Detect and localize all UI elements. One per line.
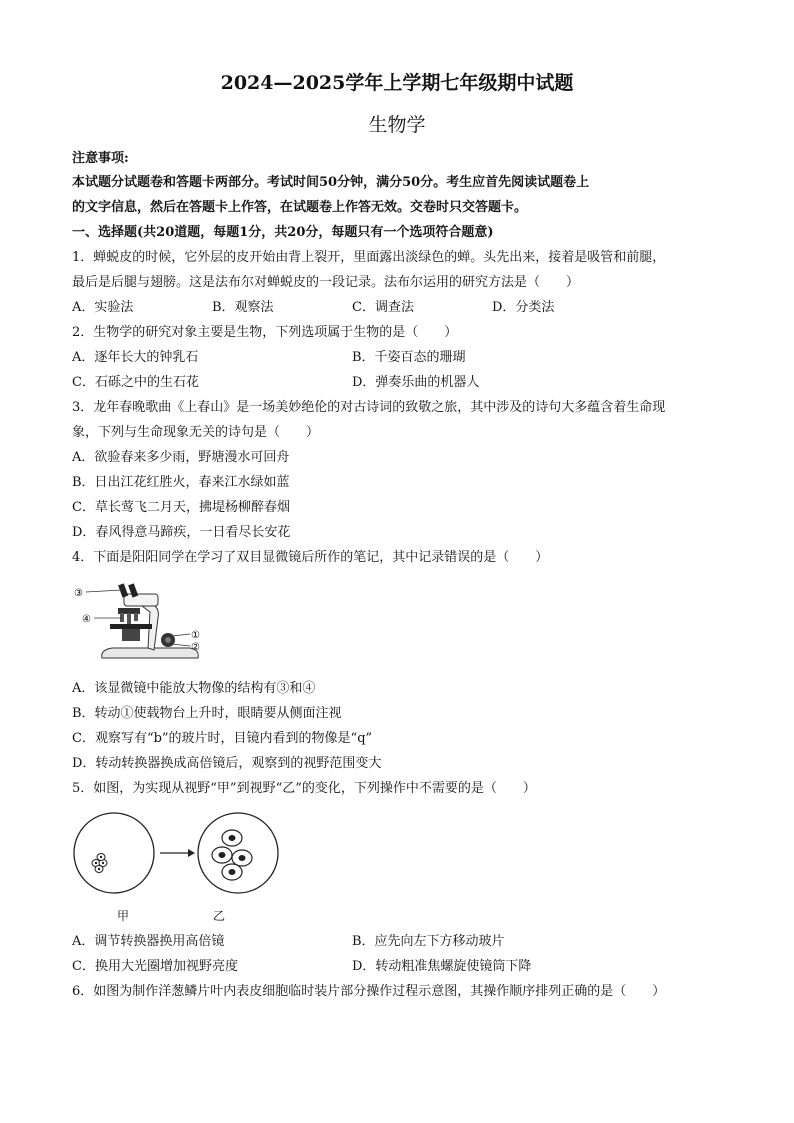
q4-option-a: A．该显微镜中能放大物像的结构有③和④ xyxy=(72,681,316,696)
q3-stem-1: 3．龙年春晚歌曲《上春山》是一场美妙绝伦的对古诗词的致敬之旅，其中涉及的诗句大多蕴含着生命现 xyxy=(72,400,666,415)
microscope-figure xyxy=(72,580,222,670)
view-jia-cells xyxy=(92,854,107,873)
notice-heading: 注意事项: xyxy=(72,151,129,166)
view-yi-cells xyxy=(212,830,252,880)
q1-stem-2: 最后是后腿与翅膀。这是法布尔对蝉蜕皮的一段记录。法布尔运用的研究方法是（ ） xyxy=(72,275,580,290)
field-of-view-figure xyxy=(72,808,292,898)
q1-option-b: B．观察法 xyxy=(212,300,274,315)
view-yi-label: 乙 xyxy=(213,909,226,923)
q4-option-c: C．观察写有“b”的玻片时，目镜内看到的物像是“q” xyxy=(72,731,373,746)
stage xyxy=(110,624,152,629)
microscope-base xyxy=(102,648,199,658)
q3-option-d: D．春风得意马蹄疾，一日看尽长安花 xyxy=(72,525,291,540)
condenser xyxy=(122,629,140,641)
figure-label-2: ② xyxy=(191,642,200,653)
q2-option-c: C．石砾之中的生石花 xyxy=(72,375,199,390)
q1-stem-1: 1．蝉蜕皮的时候，它外层的皮开始由背上裂开，里面露出淡绿色的蝉。头先出来，接着是吸管和前腿， xyxy=(72,250,666,265)
microscope-head xyxy=(124,594,158,606)
q1-option-d: D．分类法 xyxy=(492,300,555,315)
label-line-2 xyxy=(172,644,190,646)
section-heading: 一、选择题(共20道题，每题1分，共20分，每题只有一个选项符合题意) xyxy=(72,225,494,240)
q3-option-b: B．日出江花红胜火，春来江水绿如蓝 xyxy=(72,475,290,490)
q4-stem: 4．下面是阳阳同学在学习了双目显微镜后所作的笔记，其中记录错误的是（ ） xyxy=(72,550,549,565)
q6-stem: 6．如图为制作洋葱鳞片叶内表皮细胞临时装片部分操作过程示意图，其操作顺序排列正确的是（ ） xyxy=(72,984,666,999)
notice-line-2: 的文字信息，然后在答题卡上作答，在试题卷上作答无效。交卷时只交答题卡。 xyxy=(72,200,528,215)
q4-option-d: D．转动转换器换成高倍镜后，观察到的视野范围变大 xyxy=(72,756,382,771)
objective-3 xyxy=(134,613,138,621)
figure-label-4: ④ xyxy=(82,614,91,625)
q3-option-a: A．欲验春来多少雨，野塘漫水可回舟 xyxy=(72,450,290,465)
q2-option-a: A．逐年长大的钟乳石 xyxy=(72,350,199,365)
q2-option-b: B．千姿百态的珊瑚 xyxy=(352,350,466,365)
figure-label-1: ① xyxy=(191,630,200,641)
notice-line-1: 本试题分试题卷和答题卡两部分。考试时间50分钟，满分50分。考生应首先阅读试题卷上 xyxy=(72,175,590,190)
q5-option-a: A．调节转换器换用高倍镜 xyxy=(72,934,225,949)
view-jia-circle xyxy=(74,813,154,893)
q1-option-a: A．实验法 xyxy=(72,300,134,315)
q2-option-d: D．弹奏乐曲的机器人 xyxy=(352,375,480,390)
view-jia-label: 甲 xyxy=(117,909,130,923)
q3-stem-2: 象，下列与生命现象无关的诗句是（ ） xyxy=(72,425,320,440)
q5-option-b: B．应先向左下方移动玻片 xyxy=(352,934,505,949)
exam-title: 2024—2025学年上学期七年级期中试题 xyxy=(220,72,574,94)
q2-stem: 2．生物学的研究对象主要是生物，下列选项属于生物的是（ ） xyxy=(72,325,458,340)
q1-option-c: C．调查法 xyxy=(352,300,414,315)
label-line-1 xyxy=(172,634,190,636)
q5-option-c: C．换用大光圈增加视野亮度 xyxy=(72,959,238,974)
exam-subject: 生物学 xyxy=(368,114,426,136)
q5-stem: 5．如图，为实现从视野“甲”到视野“乙”的变化，下列操作中不需要的是（ ） xyxy=(72,781,536,796)
q4-option-b: B．转动①使载物台上升时，眼睛要从侧面注视 xyxy=(72,706,342,721)
q3-option-c: C．草长莺飞二月天，拂堤杨柳醉春烟 xyxy=(72,500,290,515)
figure-label-3: ③ xyxy=(74,588,83,599)
arrow-head xyxy=(188,849,195,857)
q5-option-d: D．转动粗准焦螺旋使镜筒下降 xyxy=(352,959,532,974)
label-line-3 xyxy=(86,590,122,592)
objective-2 xyxy=(127,613,131,624)
objective-1 xyxy=(120,613,124,622)
fine-focus-knob xyxy=(165,637,171,643)
